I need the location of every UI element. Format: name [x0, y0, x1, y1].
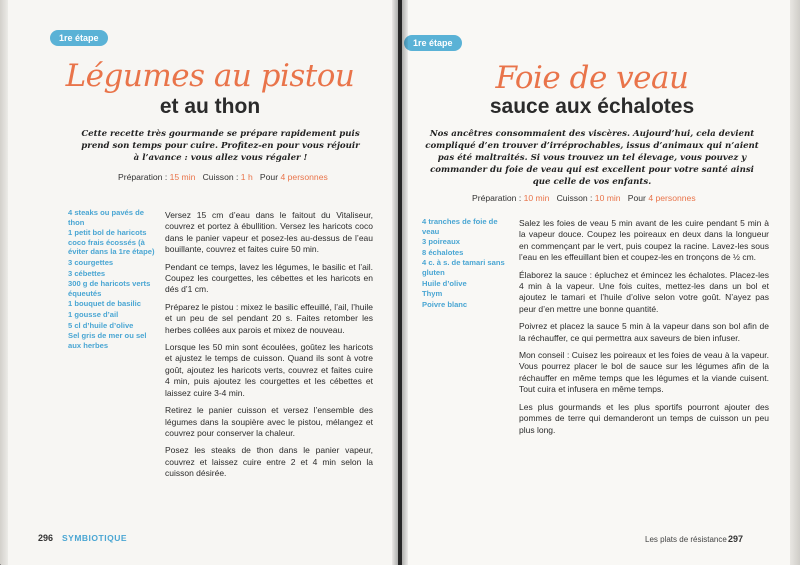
recipe-title-sub: et au thon: [159, 95, 261, 118]
left-page-edge: [0, 0, 8, 565]
ingredient-item: 3 cébettes: [68, 268, 106, 278]
step-paragraph: Versez 15 cm d’eau dans le faitout du Vitaliseur, couvrez et portez à ébullition. Versez les haricots coco dans le panier vapeur et posez-les au-dessus de l’eau bouillante, couvrez et faites cuire 50 min.: [165, 210, 373, 255]
page-number: 297: [728, 534, 744, 544]
ingredient-item: 300 g de haricots verts équeutés: [68, 279, 151, 298]
recipe-steps: [165, 210, 373, 486]
step-paragraph: Les plus gourmands et les plus sportifs pourront ajouter des pommes de terre qui demanderont un temps de cuisson un peu plus long.: [519, 401, 769, 435]
ingredient-item: 1 gousse d’ail: [68, 309, 119, 319]
ingredient-item: 1 petit bol de haricots coco frais écossés (à éviter dans la 1re étape): [68, 228, 155, 257]
step-paragraph: Mon conseil : Cuisez les poireaux et les foies de veau à la vapeur. Vous pourrez placer le bol de sauce sur les légumes afin de la réchauffer en même temps que les légumes et la viande cuisent. Tout cuira et infusera en même temps.: [519, 350, 769, 395]
step-paragraph: Pendant ce temps, lavez les légumes, le basilic et l’ail. Coupez les courgettes, les cébettes et les haricots en dés d’1 cm.: [165, 261, 373, 295]
ingredient-item: Poivre blanc: [422, 299, 468, 309]
book-gutter: [392, 0, 408, 565]
ingredient-item: 3 poireaux: [422, 237, 460, 247]
step-paragraph: Salez les foies de veau 5 min avant de les cuire pendant 5 min à la vapeur douce. Coupez les poireaux en deux dans la longueur en commençant par le vert, puis coupez la racine. Lavez-les sous l’eau en les effeuillant bien et coupez-les en tronçons de ½ cm.: [519, 218, 769, 263]
recipe-intro: Cette recette très gourmande se prépare rapidement puis prend son temps pour cuire. Profitez-en pour vous réjouir à l’avance : vous allez vous régaler !: [81, 129, 360, 163]
section-label: Les plats de résistance: [645, 535, 727, 544]
recipe-title-script: Légumes au pistou: [65, 58, 355, 94]
book-label: SYMBIOTIQUE: [62, 533, 128, 543]
prep-value: 15 min: [169, 172, 196, 182]
prep-label: Préparation :: [118, 172, 168, 182]
cook-value: 1 h: [240, 172, 253, 182]
left-page: [0, 0, 398, 565]
ingredient-item: Huile d’olive: [422, 278, 467, 288]
recipe-title-sub: sauce aux échalotes: [489, 95, 695, 118]
ingredient-item: Sel gris de mer ou sel aux herbes: [68, 331, 147, 350]
ingredient-item: 5 cl d’huile d’olive: [68, 320, 134, 330]
serves-value: 4 personnes: [280, 172, 328, 182]
ingredient-item: 4 c. à s. de tamari sans gluten: [422, 258, 505, 277]
right-page-edge: [790, 0, 800, 565]
recipe-title-script: Foie de veau: [495, 60, 689, 96]
step-paragraph: Poivrez et placez la sauce 5 min à la vapeur dans son bol afin de la réchauffer, ce qui permettra aux saveurs de bien infuser.: [519, 321, 769, 343]
ingredient-item: 8 échalotes: [422, 247, 464, 257]
recipe-intro: Nos ancêtres consommaient des viscères. Aujourd’hui, cela devient compliqué d’en trouver d’irréprochables, issus d’animaux qui n’aient pas été maltraités. Si vous trouvez un tel élevage, vous pouvez y commander du foie de veau qui est excellent pour votre santé ainsi que celle de vos enfants.: [425, 129, 759, 187]
cook-value: 10 min: [594, 193, 621, 203]
serves-value: 4 personnes: [648, 193, 696, 203]
step-paragraph: Posez les steaks de thon dans le panier vapeur, couvrez et laissez cuire entre 2 et 4 min selon la cuisson désirée.: [165, 445, 373, 479]
prep-label: Préparation :: [472, 193, 522, 203]
prep-info: [118, 172, 328, 182]
cook-label: Cuisson :: [556, 193, 593, 203]
stage-badge: 1re étape: [50, 30, 108, 46]
prep-value: 10 min: [523, 193, 550, 203]
serves-label: Pour: [259, 172, 279, 182]
recipe-steps: [519, 218, 769, 442]
step-paragraph: Lorsque les 50 min sont écoulées, goûtez les haricots et ajustez le temps de cuisson. Quand ils sont à votre goût, ajoutez les haricots verts, couvrez et faites cuire 4 min, puis ajoutez les courgettes et les cébettes et laissez cuire 3-4 min.: [165, 342, 373, 398]
ingredient-item: 4 tranches de foie de veau: [422, 217, 498, 236]
right-page: [402, 0, 800, 565]
step-paragraph: Préparez le pistou : mixez le basilic effeuillé, l’ail, l’huile et un peu de sel pendant 20 s. Faites retomber les herbes collées aux parois et mixez de nouveau.: [165, 301, 373, 335]
cook-label: Cuisson :: [202, 172, 239, 182]
ingredients-list: [68, 208, 158, 351]
serves-label: Pour: [627, 193, 646, 203]
step-paragraph: Retirez le panier cuisson et versez l’ensemble des légumes dans la soupière avec le pistou, mélangez et couvrez pour conserver la chaleur.: [165, 405, 373, 438]
step-paragraph: Élaborez la sauce : épluchez et émincez les échalotes. Placez-les 4 min à la vapeur. Une fois cuites, mettez-les dans un bol et ajoutez le tamari et l’huile d’olive selon votre goût. N’ayez pas peur d’en mettre une bonne quantité.: [519, 269, 769, 314]
stage-badge: 1re étape: [404, 35, 462, 51]
ingredient-item: 3 courgettes: [68, 257, 114, 267]
ingredient-item: Thym: [422, 289, 443, 299]
ingredient-item: 4 steaks ou pavés de thon: [68, 208, 144, 227]
prep-info: [472, 193, 696, 203]
ingredients-list: [422, 217, 514, 310]
page-number: 296: [38, 533, 54, 543]
ingredient-item: 1 bouquet de basilic: [68, 299, 141, 309]
